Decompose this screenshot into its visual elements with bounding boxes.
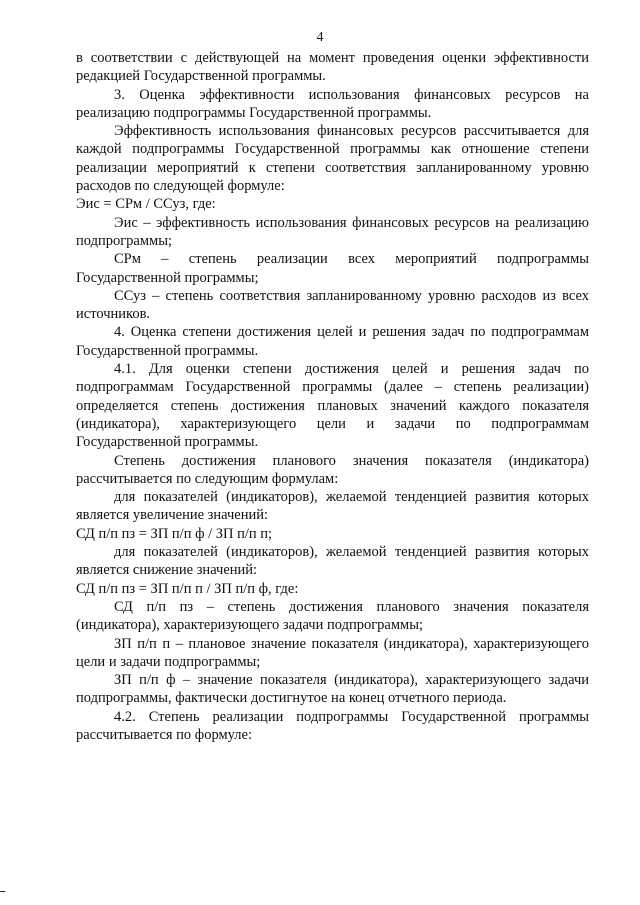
formula-sd-decrease: СД п/п пз = ЗП п/п п / ЗП п/п ф, где: — [76, 580, 299, 597]
section-4-heading: 4. Оценка степени достижения целей и решения задач по подпрограммам Государственной программы. — [76, 324, 589, 359]
definition-zp-fact: ЗП п/п ф – значение показателя (индикатора), характеризующего задачи подпрограммы, фактически достигнутое на конец отчетного периода. — [76, 672, 589, 707]
formula-sd-increase: СД п/п пз = ЗП п/п ф / ЗП п/п п; — [76, 525, 273, 542]
scan-edge-mark — [0, 891, 5, 892]
paragraph-decrease-indicators: для показателей (индикаторов), желаемой тенденцией развития которых является снижение значений: — [76, 544, 589, 579]
definition-ssuz: ССуз – степень соответствия запланированному уровню расходов из всех источников. — [76, 287, 589, 323]
definition-sd: СД п/п пз – степень достижения планового значения показателя (индикатора), характеризующего задачи подпрограммы; — [76, 598, 589, 634]
definition-eis: Эис – эффективность использования финансовых ресурсов на реализацию подпрограммы; — [76, 214, 589, 249]
paragraph-4-2: 4.2. Степень реализации подпрограммы Государственной программы рассчитывается по формуле: — [76, 708, 589, 743]
page-number: 4 — [316, 30, 324, 45]
paragraph-4-1: 4.1. Для оценки степени достижения целей и решения задач по подпрограммам Государственной программы (далее – степень реализации) определяется степень достижения плановых значений каждого показателя (индикатора), характеризующего цели и задачи по подпрограммам Государственной программы. — [76, 361, 589, 451]
paragraph-increase-indicators: для показателей (индикаторов), желаемой тенденцией развития которых является увеличение значений: — [76, 489, 589, 524]
formula-eis: Эис = СРм / ССуз, где: — [76, 196, 216, 213]
section-3-heading: 3. Оценка эффективности использования финансовых ресурсов на реализацию подпрограммы Государственной программы. — [76, 86, 589, 121]
paragraph-target-achievement: Степень достижения планового значения показателя (индикатора) рассчитывается по следующим формулам: — [76, 452, 589, 487]
definition-zp-plan: ЗП п/п п – плановое значение показателя (индикатора), характеризующего цели и задачи подпрограммы; — [76, 635, 589, 670]
paragraph-efficiency-definition: Эффективность использования финансовых ресурсов рассчитывается для каждой подпрограммы Государственной программы как отношение степени реализации мероприятий к степени соответствия запланированному уровню расходов по следующей формуле: — [76, 123, 589, 195]
paragraph-continuation: в соответствии с действующей на момент проведения оценки эффективности редакцией Государственной программы. — [76, 50, 589, 85]
definition-srm: СРм – степень реализации всех мероприятий подпрограммы Государственной программы; — [76, 251, 589, 286]
document-body — [76, 49, 589, 744]
